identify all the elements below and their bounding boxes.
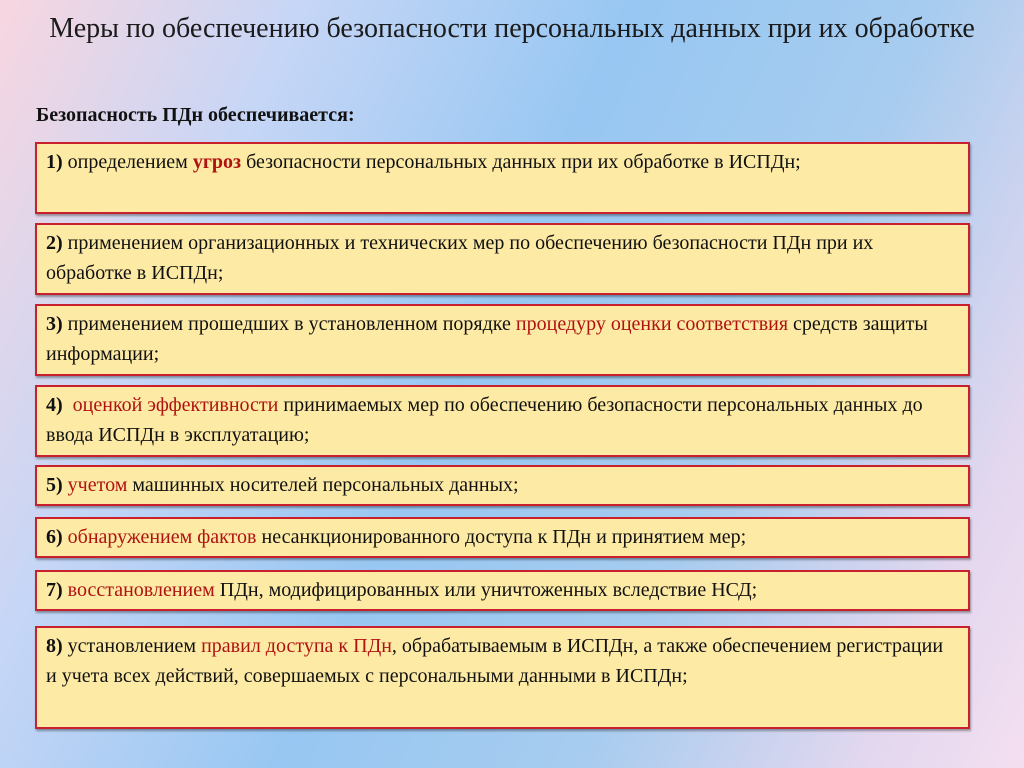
item-highlight: угроз: [192, 151, 242, 173]
item-number: 5): [46, 474, 63, 496]
item-highlight: оценкой эффективности: [72, 394, 279, 416]
measure-item-7: [35, 570, 970, 611]
slide-title: Меры по обеспечению безопасности персональных данных при их обработке: [49, 13, 975, 44]
measure-item-2: [35, 223, 970, 295]
item-text-post: безопасности персональных данных при их обработке в ИСПДн;: [241, 151, 801, 173]
measure-item-8: [35, 626, 970, 729]
item-number: 7): [46, 579, 63, 601]
item-highlight: обнаружением фактов: [67, 526, 257, 548]
item-text-pre: [63, 394, 73, 416]
item-number: 3): [46, 313, 63, 335]
item-text: применением организационных и технических мер по обеспечению безопасности ПДн при их обработке в ИСПДн;: [46, 232, 874, 284]
item-highlight: учетом: [67, 474, 128, 496]
item-highlight: правил доступа к ПДн: [201, 635, 392, 657]
measure-item-6: [35, 517, 970, 558]
measure-item-3: [35, 304, 970, 376]
item-text-post: принимаемых мер по обеспечению безопасности персональных данных до ввода ИСПДн в эксплуатацию;: [46, 394, 923, 446]
item-number: 6): [46, 526, 63, 548]
item-number: 8): [46, 635, 63, 657]
slide-subtitle: Безопасность ПДн обеспечивается:: [36, 104, 355, 126]
measure-item-5: [35, 465, 970, 506]
item-text-pre: установлением: [62, 635, 202, 657]
item-text-post: средств защиты информации;: [46, 313, 928, 365]
item-text-post: несанкционированного доступа к ПДн и принятием мер;: [256, 526, 747, 548]
item-text-post: ПДн, модифицированных или уничтоженных вследствие НСД;: [214, 579, 758, 601]
item-number: 1): [46, 151, 63, 173]
item-highlight: процедуру оценки соответствия: [515, 313, 789, 335]
measure-item-4: [35, 385, 970, 457]
item-number: 4): [46, 394, 63, 416]
item-text-post: машинных носителей персональных данных;: [127, 474, 519, 496]
item-number: 2): [46, 232, 63, 254]
item-text-pre: применением прошедших в установленном порядке: [62, 313, 516, 335]
measure-item-1: [35, 142, 970, 214]
item-text-pre: определением: [62, 151, 193, 173]
item-text-post: , обрабатываемым в ИСПДн, а также обеспечением регистрации и учета всех действий, совершаемых с персональными данными в ИСПДн;: [46, 635, 944, 687]
item-highlight: восстановлением: [67, 579, 215, 601]
